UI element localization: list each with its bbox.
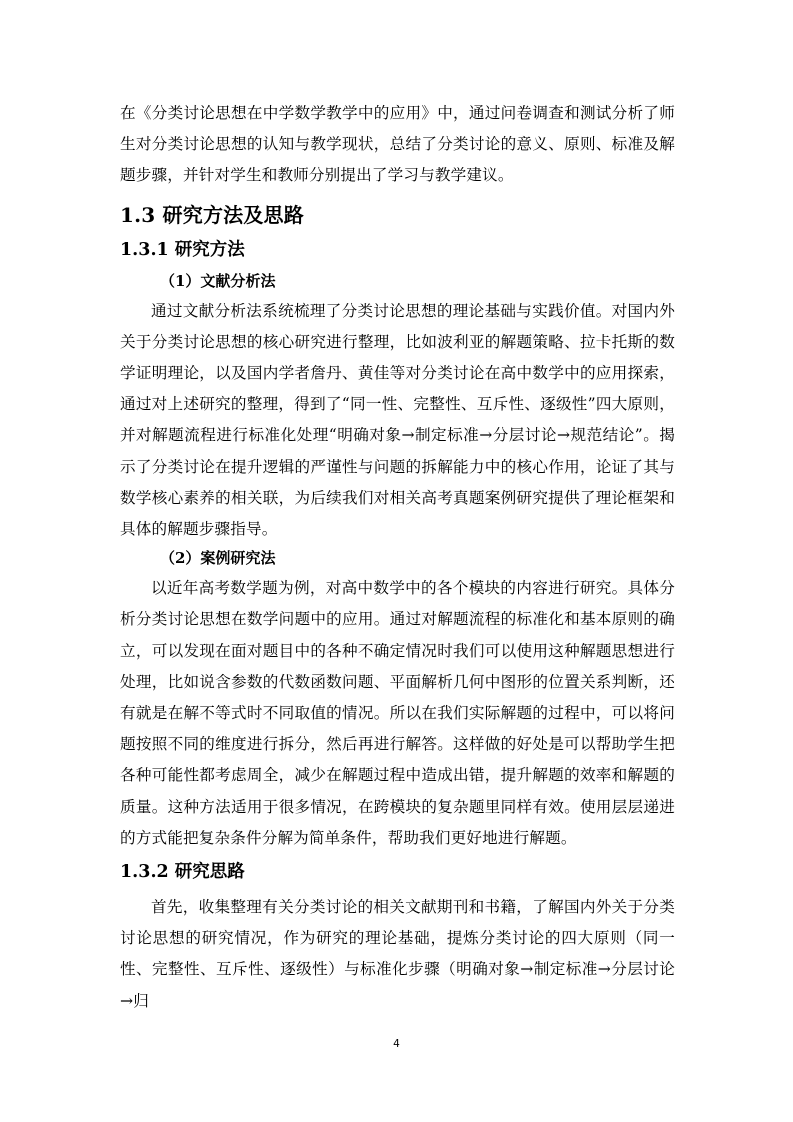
page-number: 4 — [393, 1038, 400, 1050]
page-body — [120, 98, 675, 1017]
subsection-heading-1-3-1: 1.3.1 研究方法 — [120, 239, 245, 260]
intro-paragraph: 在《分类讨论思想在中学数学教学中的应用》中，通过问卷调查和测试分析了师生对分类讨论思想的认知与教学现状，总结了分类讨论的意义、原则、标准及解题步骤，并针对学生和教师分别提出了学习与教学建议。 — [120, 104, 675, 185]
subsection-heading-1-3-2: 1.3.2 研究思路 — [120, 862, 245, 883]
section-heading-1-3: 1.3 研究方法及思路 — [120, 202, 304, 227]
research-approach-paragraph: 首先，收集整理有关分类讨论的相关文献期刊和书籍，了解国内外关于分类讨论思想的研究情况，作为研究的理论基础，提炼分类讨论的四大原则（同一性、完整性、互斥性、逐级性）与标准化步骤（明确对象→制定标准→分层讨论→归 — [120, 898, 675, 1010]
case-study-method-paragraph: 以近年高考数学题为例，对高中数学中的各个模块的内容进行研究。具体分析分类讨论思想在数学问题中的应用。通过对解题流程的标准化和基本原则的确立，可以发现在面对题目中的各种不确定情况时我们可以使用这种解题思想进行处理，比如说含参数的代数函数问题、平面解析几何中图形的位置关系判断，还有就是在解不等式时不同取值的情况。所以在我们实际解题的过程中，可以将问题按照不同的维度进行拆分，然后再进行解答。这样做的好处是可以帮助学生把各种可能性都考虑周全，减少在解题过程中造成出错，提升解题的效率和解题的质量。这种方法适用于很多情况，在跨模块的复杂题里同样有效。使用层层递进的方式能把复杂条件分解为简单条件，帮助我们更好地进行解题。 — [120, 579, 675, 847]
literature-method-paragraph: 通过文献分析法系统梳理了分类讨论思想的理论基础与实践价值。对国内外关于分类讨论思想的核心研究进行整理，比如波利亚的解题策略、拉卡托斯的数学证明理论，以及国内学者詹丹、黄佳等对分类讨论在高中数学中的应用探索，通过对上述研究的整理，得到了“同一性、完整性、互斥性、逐级性”四大原则，并对解题流程进行标准化处理“明确对象→制定标准→分层讨论→规范结论”。揭示了分类讨论在提升逻辑的严谨性与问题的拆解能力中的核心作用，论证了其与数学核心素养的相关联，为后续我们对相关高考真题案例研究提供了理论框架和具体的解题步骤指导。 — [120, 301, 675, 539]
method-heading-case-study: （2）案例研究法 — [160, 549, 276, 568]
method-heading-literature: （1）文献分析法 — [160, 271, 276, 290]
